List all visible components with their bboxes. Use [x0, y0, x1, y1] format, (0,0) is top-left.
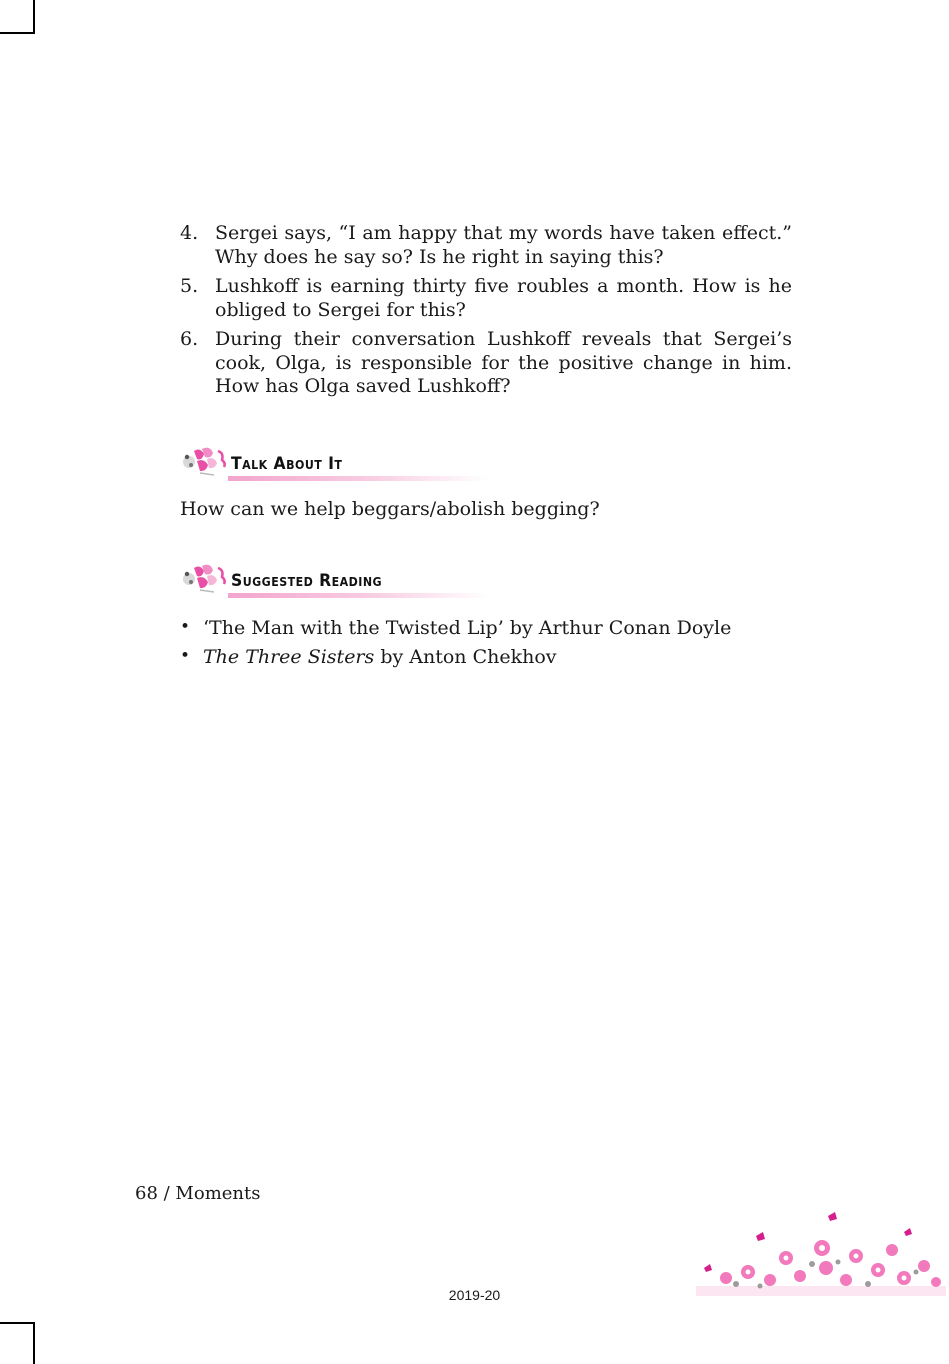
- pencil-emblem-icon: [180, 562, 230, 596]
- question-number: 4.: [180, 222, 199, 244]
- reading-title: The Three Sisters: [203, 646, 375, 668]
- reading-item: [180, 614, 800, 643]
- question-text: Lushkoff is earning thirty five roubles a month. How is he obliged to Sergei for this?: [215, 275, 792, 321]
- reading-item: [180, 643, 800, 672]
- question-text: During their conversation Lushkoff reveals that Sergei’s cook, Olga, is responsible for the positive change in him. How has Olga saved Lushkoff?: [215, 328, 792, 397]
- folio-separator: /: [157, 1183, 176, 1204]
- heading-underline: [228, 476, 488, 481]
- question-item: [180, 275, 792, 322]
- discussion-prompt: How can we help beggars/abolish begging?: [180, 498, 600, 520]
- book-title: Moments: [175, 1183, 261, 1204]
- page-number: 68: [135, 1183, 158, 1204]
- question-item: [180, 222, 792, 269]
- section-title: Suggested Reading: [231, 571, 383, 591]
- question-number: 6.: [180, 328, 199, 350]
- crop-mark-top: [0, 0, 35, 34]
- reading-author: by Arthur Conan Doyle: [503, 617, 732, 639]
- question-text: Sergei says, “I am happy that my words have taken effect.” Why does he say so? Is he right in saying this?: [215, 222, 792, 268]
- reading-title: ‘The Man with the Twisted Lip’: [203, 617, 504, 639]
- section-title: Talk About It: [231, 454, 343, 474]
- bullet: •: [180, 646, 191, 666]
- print-year: 2019-20: [448, 1287, 501, 1303]
- bullet: •: [180, 617, 191, 637]
- crop-mark-bottom: [0, 1322, 35, 1364]
- reading-list: [180, 614, 800, 672]
- reading-author: by Anton Chekhov: [374, 646, 557, 668]
- question-item: [180, 328, 792, 399]
- question-number: 5.: [180, 275, 199, 297]
- page-folio: [135, 1183, 260, 1204]
- pencil-emblem-icon: [180, 445, 230, 479]
- talk-about-it-heading: [180, 445, 500, 481]
- heading-underline: [228, 593, 488, 598]
- suggested-reading-heading: [180, 562, 500, 598]
- question-list: [180, 222, 792, 405]
